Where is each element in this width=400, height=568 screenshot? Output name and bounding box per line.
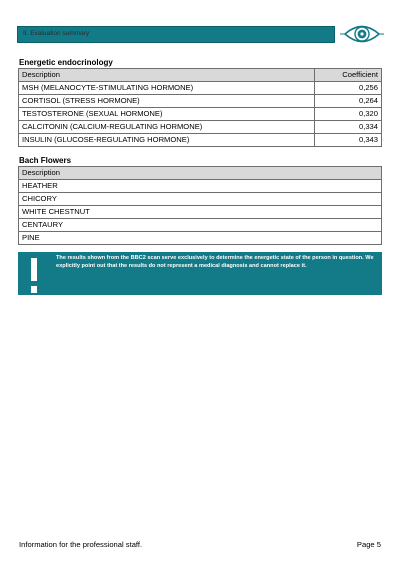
- endocrinology-table: [18, 68, 382, 147]
- bach-flowers-section-title: Bach Flowers: [19, 156, 72, 165]
- table-header-row: [19, 69, 382, 82]
- table-row: [19, 193, 382, 206]
- exclamation-icon: [30, 258, 38, 294]
- table-row: [19, 219, 382, 232]
- endocrinology-section-title: Energetic endocrinology: [19, 58, 113, 67]
- section-header-title: II. Evaluation summary: [23, 30, 90, 37]
- hormone-description: MSH (MELANOCYTE-STIMULATING HORMONE): [19, 82, 315, 95]
- table-row: [19, 108, 382, 121]
- section-header-bar: [17, 26, 335, 43]
- flower-name: WHITE CHESTNUT: [19, 206, 382, 219]
- flower-name: CENTAURY: [19, 219, 382, 232]
- column-header-description: Description: [19, 167, 382, 180]
- bach-flowers-table: [18, 166, 382, 245]
- table-header-row: [19, 167, 382, 180]
- hormone-coefficient: 0,343: [315, 134, 382, 147]
- table-row: [19, 206, 382, 219]
- table-row: [19, 134, 382, 147]
- hormone-coefficient: 0,256: [315, 82, 382, 95]
- table-row: [19, 232, 382, 245]
- table-row: [19, 82, 382, 95]
- hormone-coefficient: 0,334: [315, 121, 382, 134]
- hormone-description: CORTISOL (STRESS HORMONE): [19, 95, 315, 108]
- flower-name: PINE: [19, 232, 382, 245]
- hormone-coefficient: 0,264: [315, 95, 382, 108]
- hormone-description: TESTOSTERONE (SEXUAL HORMONE): [19, 108, 315, 121]
- page-number: Page 5: [356, 540, 381, 549]
- flower-name: HEATHER: [19, 180, 382, 193]
- disclaimer-text: The results shown from the BBC2 scan serve exclusively to determine the energetic state of the person in question. We explicitly point out that the results do not represent a medical diagnosis and cannot replace it.: [56, 255, 374, 269]
- hormone-coefficient: 0,320: [315, 108, 382, 121]
- table-row: [19, 95, 382, 108]
- column-header-description: Description: [19, 69, 315, 82]
- hormone-description: INSULIN (GLUCOSE-REGULATING HORMONE): [19, 134, 315, 147]
- footer-note: Information for the professional staff.: [19, 540, 143, 549]
- table-row: [19, 180, 382, 193]
- disclaimer-notice: [18, 252, 382, 295]
- hormone-description: CALCITONIN (CALCIUM-REGULATING HORMONE): [19, 121, 315, 134]
- flower-name: CHICORY: [19, 193, 382, 206]
- column-header-coefficient: Coefficient: [315, 69, 382, 82]
- eye-logo-icon: [340, 20, 384, 48]
- table-row: [19, 121, 382, 134]
